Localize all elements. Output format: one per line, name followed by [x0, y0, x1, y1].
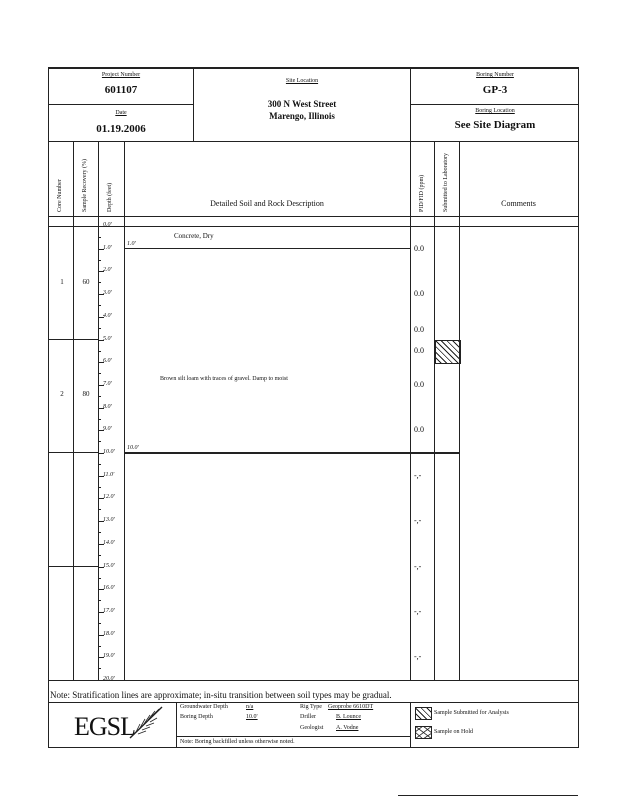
legend-hold: Sample on Hold: [434, 729, 473, 735]
rig-type-label: Rig Type: [300, 704, 322, 710]
legend-crosshatch-swatch: [415, 726, 432, 739]
date-value: 01.19.2006: [96, 123, 146, 135]
sample-submitted-marker: [435, 340, 461, 364]
depth-minor-tick: [98, 419, 101, 420]
depth-label: 13.0': [103, 517, 115, 523]
pid-reading: 0.0: [414, 244, 424, 253]
driller: B. Lounce: [336, 714, 361, 720]
depth-label: 8.0': [103, 404, 112, 410]
pid-reading: -,-: [414, 516, 422, 525]
depth-label: 17.0': [103, 608, 115, 614]
depth-label: 11.0': [103, 472, 115, 478]
legend-hatch-swatch: [415, 707, 432, 720]
rig-type: Geoprobe 6610DT: [328, 704, 374, 710]
depth-label: 0.0': [103, 222, 112, 228]
stratification-note: Note: Stratification lines are approximate; in-situ transition between soil types may be gradual.: [50, 690, 392, 700]
boring-depth: 10.0': [246, 714, 258, 720]
core-number: 2: [60, 390, 64, 398]
core-recovery: 60: [82, 278, 90, 286]
depth-minor-tick: [98, 532, 101, 533]
depth-minor-tick: [98, 396, 101, 397]
egsl-logo: EGSL: [74, 712, 135, 741]
layer-depth-label: 10.0': [127, 445, 139, 451]
pid-reading: 0.0: [414, 346, 424, 355]
layer-description: Concrete, Dry: [174, 232, 214, 240]
depth-minor-tick: [98, 578, 101, 579]
depth-minor-tick: [98, 237, 101, 238]
col-pid: PID/FID (ppm): [419, 174, 425, 212]
depth-minor-tick: [98, 328, 101, 329]
depth-minor-tick: [98, 509, 101, 510]
geologist-label: Geologist: [300, 725, 324, 731]
col-sample-recovery: Sample Recovery (%): [82, 159, 88, 212]
boring-location: See Site Diagram: [454, 119, 536, 131]
depth-minor-tick: [98, 260, 101, 261]
project-number-label: Project Number: [101, 72, 141, 78]
depth-label: 6.0': [103, 358, 112, 364]
depth-label: 9.0': [103, 426, 112, 432]
col-comments: Comments: [501, 199, 536, 208]
pid-reading: 0.0: [414, 380, 424, 389]
site-location-line2: Marengo, Illinois: [269, 111, 335, 121]
depth-minor-tick: [98, 305, 101, 306]
site-location-label: Site Location: [285, 78, 319, 84]
depth-label: 1.0': [103, 245, 112, 251]
driller-label: Driller: [300, 714, 316, 720]
depth-label: 15.0': [103, 563, 115, 569]
depth-label: 16.0': [103, 585, 115, 591]
pid-reading: 0.0: [414, 425, 424, 434]
depth-label: 12.0': [103, 494, 115, 500]
pid-reading: 0.0: [414, 289, 424, 298]
depth-label: 3.0': [103, 290, 112, 296]
depth-label: 20.0': [103, 676, 115, 682]
site-location-line1: 300 N West Street: [267, 99, 337, 109]
depth-label: 18.0': [103, 631, 115, 637]
layer-description: Brown silt loam with traces of gravel. Damp to moist: [160, 376, 288, 382]
depth-minor-tick: [98, 441, 101, 442]
layer-depth-label: 1.0': [127, 241, 136, 247]
depth-minor-tick: [98, 668, 101, 669]
depth-minor-tick: [98, 487, 101, 488]
depth-label: 14.0': [103, 540, 115, 546]
depth-label: 5.0': [103, 336, 112, 342]
pid-reading: -,-: [414, 652, 422, 661]
depth-label: 7.0': [103, 381, 112, 387]
feather-logo-icon: [128, 704, 166, 740]
bottom-rule: [398, 795, 578, 796]
depth-label: 2.0': [103, 267, 112, 273]
project-number: 601107: [104, 84, 138, 96]
groundwater-depth-label: Groundwater Depth: [180, 704, 228, 710]
col-submitted: Submitted to Laboratory: [443, 153, 449, 212]
pid-reading: -,-: [414, 471, 422, 480]
pid-reading: -,-: [414, 562, 422, 571]
pid-reading: 0.0: [414, 325, 424, 334]
depth-minor-tick: [98, 464, 101, 465]
col-depth: Depth (feet): [107, 182, 113, 212]
boring-depth-label: Boring Depth: [180, 714, 213, 720]
date-label: Date: [115, 110, 127, 116]
core-number: 1: [60, 278, 64, 286]
depth-label: 19.0': [103, 653, 115, 659]
boring-location-label: Boring Location: [475, 108, 515, 114]
col-core-number: Core Number: [57, 179, 63, 212]
depth-label: 4.0': [103, 313, 112, 319]
depth-minor-tick: [98, 351, 101, 352]
core-recovery: 80: [82, 390, 90, 398]
depth-minor-tick: [98, 623, 101, 624]
boring-number: GP-3: [482, 84, 508, 96]
pid-reading: -,-: [414, 607, 422, 616]
backfill-note: Note: Boring backfilled unless otherwise noted.: [180, 739, 295, 745]
col-description: Detailed Soil and Rock Description: [210, 199, 324, 208]
geologist: A. Vodne: [336, 725, 359, 731]
legend-submitted: Sample Submitted for Analysis: [434, 710, 509, 716]
depth-minor-tick: [98, 555, 101, 556]
depth-minor-tick: [98, 282, 101, 283]
groundwater-depth: n/a: [246, 704, 254, 710]
depth-minor-tick: [98, 373, 101, 374]
depth-label: 10.0': [103, 449, 115, 455]
depth-minor-tick: [98, 646, 101, 647]
depth-minor-tick: [98, 600, 101, 601]
boring-number-label: Boring Number: [476, 72, 514, 78]
